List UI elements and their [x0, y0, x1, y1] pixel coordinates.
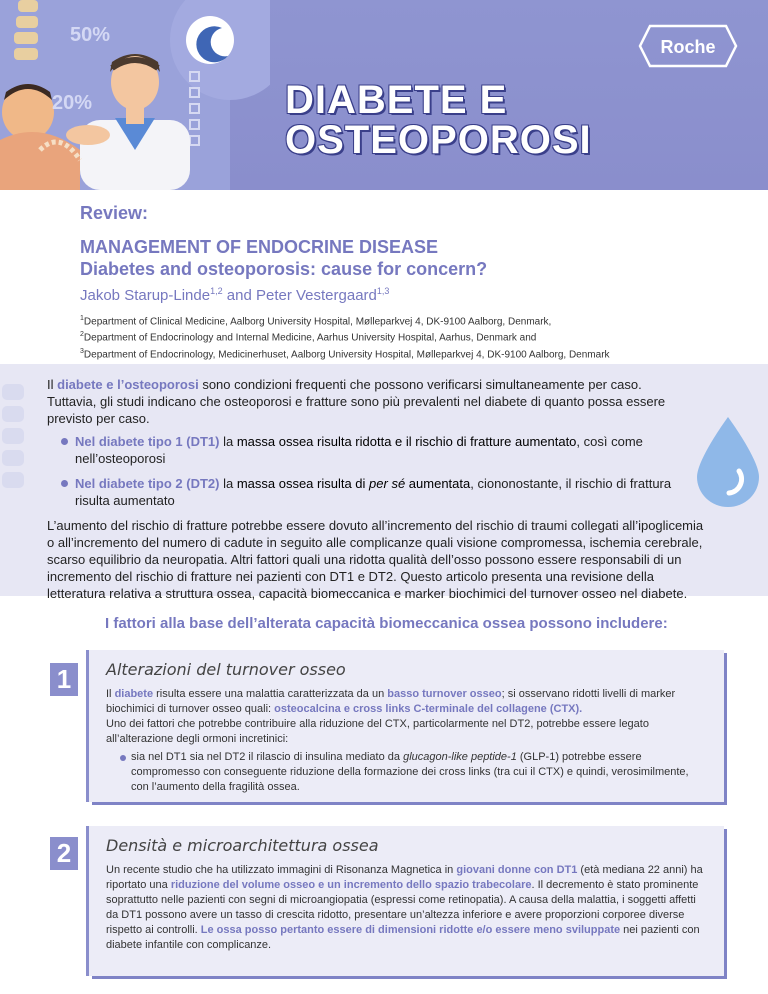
title-line-1: DIABETE E [285, 78, 508, 122]
text-span: la [219, 434, 237, 449]
factors-heading: I fattori alla base dell’alterata capacità biomeccanica ossea possono includere: [105, 615, 668, 632]
text-span: sia nel DT1 sia nel DT2 il rilascio di insulina mediato da [131, 751, 404, 763]
review-title-2: Diabetes and osteoporosis: cause for concern? [80, 259, 488, 279]
roche-logo [638, 24, 738, 68]
emphasis-text: aumentata [405, 476, 471, 491]
affiliation-num: 1 [80, 315, 84, 322]
affiliation-2 [80, 328, 720, 344]
affiliations [80, 312, 720, 361]
water-drop-icon [695, 415, 761, 507]
intro-section [0, 364, 768, 601]
step-number-2: 2 [50, 837, 78, 870]
review-label: Review: [80, 203, 149, 223]
highlight-text: diabete [114, 688, 154, 700]
text-span: risulta essere una malattia caratterizzata da un [153, 688, 388, 700]
highlight-text: Le ossa posso pertanto essere di dimensioni ridotte e/o essere meno sviluppate [200, 924, 621, 936]
doctor-illustration [0, 0, 270, 190]
review-title-1: MANAGEMENT OF ENDOCRINE DISEASE [80, 237, 439, 257]
affiliation-text: Department of Clinical Medicine, Aalborg University Hospital, Mølleparkvej 4, DK-9100 Aalborg, Denmark, [83, 316, 552, 328]
author-2-affil: 1,3 [376, 286, 390, 296]
author-2: and Peter Vestergaard [222, 287, 377, 304]
affiliation-text: Department of Endocrinology and Internal Medicine, Aarhus University Hospital, Aarhus, Denmark and [83, 332, 537, 344]
card-density [86, 826, 724, 976]
bullet-dt2 [61, 475, 707, 509]
roche-logo-text: Roche [660, 37, 716, 57]
highlight-text: diabete e l’osteoporosi [57, 377, 199, 392]
affiliation-1 [80, 312, 720, 328]
text-span: ; si osservano ridotti livelli di marker biochimici di turnover osseo quali: [106, 688, 676, 715]
text-span: sono condizioni frequenti che possono verificarsi simultaneamente per caso. [198, 377, 642, 392]
card-title: Densità e microarchitettura ossea [106, 836, 379, 855]
intro-paragraph-1 [47, 376, 707, 393]
italic-text: per sé [369, 476, 406, 491]
text-span: Il [47, 377, 58, 392]
card-paragraph: Uno dei fattori che potrebbe contribuire alla riduzione del CTX, particolarmente nel DT2, potrebbe essere legato all’alterazione degli ormoni incretinici: [106, 718, 649, 745]
spine-watermark-icon [0, 380, 28, 490]
text-span: , così come nell’osteoporosi [75, 434, 643, 466]
review-citation [80, 203, 720, 361]
text-span: (età mediana 22 anni) ha riportato una [106, 864, 703, 891]
highlight-text: osteocalcina e cross links C-terminale del collagene (CTX). [274, 703, 583, 715]
highlight-text: basso turnover osseo [387, 688, 502, 700]
author-1: Jakob Starup-Linde [80, 287, 211, 304]
bullet-dt1 [61, 433, 707, 467]
affiliation-text: Department of Endocrinology, Medicinerhuset, Aalborg University Hospital, Mølleparkvej 4, DK-9100 Aalborg, Denmark [83, 348, 610, 360]
card-bullets [120, 750, 708, 795]
text-span: la [219, 476, 237, 491]
emphasis-text: massa ossea risulta ridotta e il rischio di fratture aumentato [236, 434, 577, 449]
highlight-text: giovani donne con DT1 [456, 864, 578, 876]
text-span: . Il decremento è stato prominente soprattutto nelle pazienti con segni di microangiopatia (espressi come retinopatia). A causa della malattia, i soggetti affetti da DT1 possono avere un tasso di crescita ridotto, presentare un’altezza inferiore e avere proporzioni corporee diverse rispetto ai controlli. [106, 879, 699, 936]
author-1-affil: 1,2 [210, 286, 223, 296]
bullet-glp1 [120, 750, 708, 795]
text-span: , ciononostante, il rischio di frattura risulta aumentato [75, 476, 672, 508]
card-title: Alterazioni del turnover osseo [106, 660, 346, 679]
page-title [285, 80, 592, 160]
percent-label-50: 50% [70, 24, 111, 46]
emphasis-text: massa ossea risulta di [236, 476, 370, 491]
title-line-2: OSTEOPOROSI [285, 118, 592, 162]
card-turnover [86, 650, 724, 802]
card-body [106, 863, 708, 953]
affiliation-3 [80, 345, 720, 361]
intro-paragraph-2: Tuttavia, gli studi indicano che osteoporosi e fratture sono più prevalenti nel diabete di quanto possa essere previsto per caso. [47, 394, 666, 426]
text-span: Un recente studio che ha utilizzato immagini di Risonanza Magnetica in [106, 864, 457, 876]
card-body [106, 687, 708, 795]
intro-paragraph-3: L’aumento del rischio di fratture potrebbe essere dovuto all’incremento del rischio di traumi collegati all’ipoglicemia o all’incremento del numero di cadute in seguito alle complicanze quali visione compromessa, ischemia cerebrale, scarso equilibrio da neuropatia. Altri fattori quali una ridotta qualità dell’osso possono essere responsabili di un incremento del rischio di fratture nei pazienti con DT1 e DT2. Questo articolo presenta una revisione della letteratura relativa a struttura ossea, capacità biomeccanica e marker biochimici del turnover osseo nel diabete. [47, 518, 704, 601]
step-number-1: 1 [50, 663, 78, 696]
text-span: Il [106, 688, 115, 700]
highlight-text: Nel diabete tipo 1 (DT1) [75, 434, 220, 449]
intro-bullets [61, 433, 707, 509]
italic-text: glucagon-like peptide-1 [403, 751, 517, 763]
text-span: nei pazienti con diabete infantile con complicanze. [106, 924, 700, 951]
highlight-text: riduzione del volume osseo e un incremento dello spazio trabecolare [170, 879, 532, 891]
highlight-text: Nel diabete tipo 2 (DT2) [75, 476, 220, 491]
authors [80, 286, 720, 304]
percent-label-20: 20% [52, 92, 93, 114]
affiliation-num: 2 [80, 331, 84, 339]
intro-text [47, 376, 707, 602]
text-span: (GLP-1) potrebbe essere compromesso con conseguente riduzione della formazione dei cross links (tra cui il CTX) e quindi, verosimilmente, con l’aumento della fragilità ossea. [131, 751, 689, 793]
header-banner [0, 0, 768, 190]
affiliation-num: 3 [80, 347, 84, 355]
